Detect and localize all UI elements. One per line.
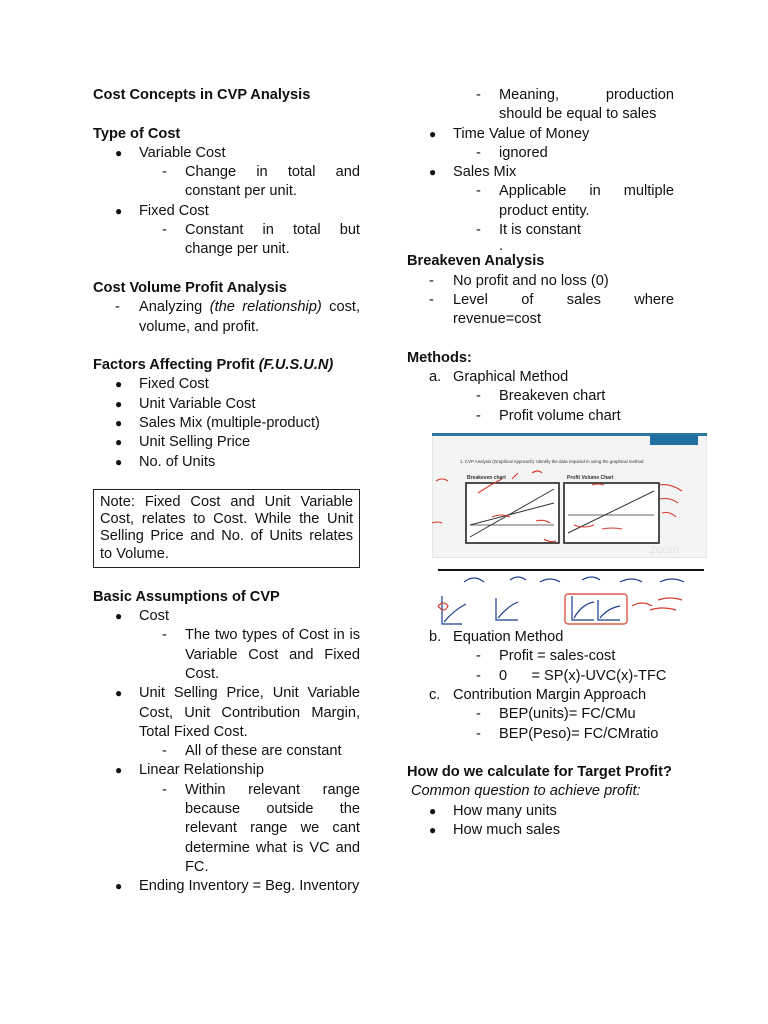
list-item: - Applicable in multiple product entity. (407, 182, 674, 221)
dash-icon: - (476, 667, 481, 684)
list-item: - Analyzing (the relationship) cost, volume, and profit. (93, 298, 360, 337)
bullet-icon: ● (115, 145, 123, 160)
list-item: - Meaning, production should be equal to sales (407, 86, 674, 125)
list-item: ● Time Value of Money (407, 125, 674, 144)
list-item: ● Unit Selling Price (93, 433, 360, 452)
dash-icon: - (429, 291, 434, 308)
list-item: - It is constant (407, 221, 674, 240)
list-item: - Profit = sales-cost (407, 647, 674, 666)
mini-sketches (442, 596, 620, 624)
bullet-icon: ● (115, 396, 123, 411)
bullet-icon: ● (115, 435, 123, 450)
bullet-icon: ● (115, 879, 123, 894)
bullet-icon: ● (115, 686, 123, 701)
list-item: - BEP(Peso)= FC/CMratio (407, 725, 674, 744)
list-item: ● Ending Inventory = Beg. Inventory (93, 877, 360, 896)
dash-icon: - (476, 144, 481, 161)
bullet-icon: ● (429, 803, 437, 818)
list-item: - BEP(units)= FC/CMu (407, 705, 674, 724)
bullet-icon: ● (115, 377, 123, 392)
slide-instruction: 1. CVP Analysis (Graphical Approach): Identify the data required in using the graphical method (460, 459, 644, 464)
page-title: Cost Concepts in CVP Analysis (93, 87, 311, 103)
zoom-watermark: zoom (650, 542, 680, 556)
cvp-analysis-heading: Cost Volume Profit Analysis (93, 279, 287, 296)
list-item: ● Unit Variable Cost (93, 395, 360, 414)
dash-icon: - (476, 388, 481, 405)
handwritten-words (464, 577, 684, 582)
cvp-slide-image (432, 433, 707, 558)
bullet-icon: ● (115, 416, 123, 431)
dash-icon: - (162, 222, 167, 239)
list-item: ● How many units (407, 802, 674, 821)
bullet-icon: ● (429, 126, 437, 141)
dash-icon: - (162, 743, 167, 760)
list-item: ● Variable Cost (93, 144, 360, 163)
list-item: - Change in total and constant per unit. (93, 163, 360, 202)
type-of-cost-heading: Type of Cost (93, 125, 181, 142)
list-item: ● Cost (93, 607, 360, 626)
dash-icon: - (476, 648, 481, 665)
dash-icon: - (476, 87, 481, 103)
note-box: Note: Fixed Cost and Unit Variable Cost, relates to Cost. While the Unit Selling Price and No. of Units relates to Volume. (93, 489, 360, 568)
list-item: - Profit volume chart (407, 407, 674, 426)
dash-icon: - (476, 222, 481, 239)
methods-heading: Methods: (407, 349, 472, 366)
dash-icon: - (162, 164, 167, 181)
list-item: - All of these are constant (93, 742, 360, 761)
target-profit-subtitle: Common question to achieve profit: (411, 783, 641, 800)
list-item: ● Fixed Cost (93, 375, 360, 394)
breakeven-heading: Breakeven Analysis (407, 253, 545, 270)
list-item: ● Linear Relationship (93, 761, 360, 780)
list-item: ● Fixed Cost (93, 202, 360, 221)
dash-icon: - (476, 706, 481, 723)
dash-icon: - (162, 627, 167, 644)
profit-volume-chart-box (564, 483, 659, 543)
bullet-icon: ● (115, 609, 123, 624)
list-item: - Level of sales where revenue=cost (407, 291, 674, 330)
list-item: - The two types of Cost in is Variable Cost and Fixed Cost. (93, 626, 360, 684)
list-item: - No profit and no loss (0) (407, 272, 674, 291)
list-item: - Within relevant range because outside the relevant range we cant determine what is VC and FC. (93, 781, 360, 877)
list-item: b. Equation Method (429, 629, 564, 646)
factors-heading: Factors Affecting Profit (F.U.S.U.N) (93, 357, 334, 374)
list-item: ● How much sales (407, 821, 674, 840)
slide-chart1-label: Breakeven chart (467, 475, 506, 481)
bullet-icon: ● (115, 763, 123, 778)
list-item: ● Sales Mix (multiple-product) (93, 414, 360, 433)
list-item: ● No. of Units (93, 453, 360, 472)
list-item: - 0 = SP(x)-UVC(x)-TFC (407, 667, 674, 686)
red-annotations (438, 598, 682, 610)
bullet-icon: ● (115, 454, 123, 469)
list-item: - ignored (407, 144, 674, 163)
list-item: - Breakeven chart (407, 387, 674, 406)
slide-chart2-label: Profit Volume Chart (567, 475, 614, 481)
assumptions-heading: Basic Assumptions of CVP (93, 588, 280, 605)
bullet-icon: ● (429, 165, 437, 180)
list-item: a. Graphical Method (429, 369, 569, 386)
list-item: . (499, 238, 504, 255)
bullet-icon: ● (115, 203, 123, 218)
slide-logo (650, 435, 698, 445)
bullet-icon: ● (429, 823, 437, 838)
target-profit-heading: How do we calculate for Target Profit? (407, 764, 672, 781)
dash-icon: - (115, 299, 120, 316)
list-item: c. Contribution Margin Approach (429, 686, 647, 703)
dash-icon: - (476, 407, 481, 424)
list-item: - Constant in total but change per unit. (93, 221, 360, 260)
dash-icon: - (162, 781, 167, 798)
list-item: ● Unit Selling Price, Unit Variable Cost, Unit Contribution Margin, Total Fixed Cost. (93, 684, 360, 742)
left-column (93, 86, 360, 897)
dash-icon: - (476, 183, 481, 200)
list-item: ● Sales Mix (407, 163, 674, 182)
dash-icon: - (476, 725, 481, 742)
handwritten-strip-image (432, 566, 707, 638)
dash-icon: - (429, 272, 434, 289)
